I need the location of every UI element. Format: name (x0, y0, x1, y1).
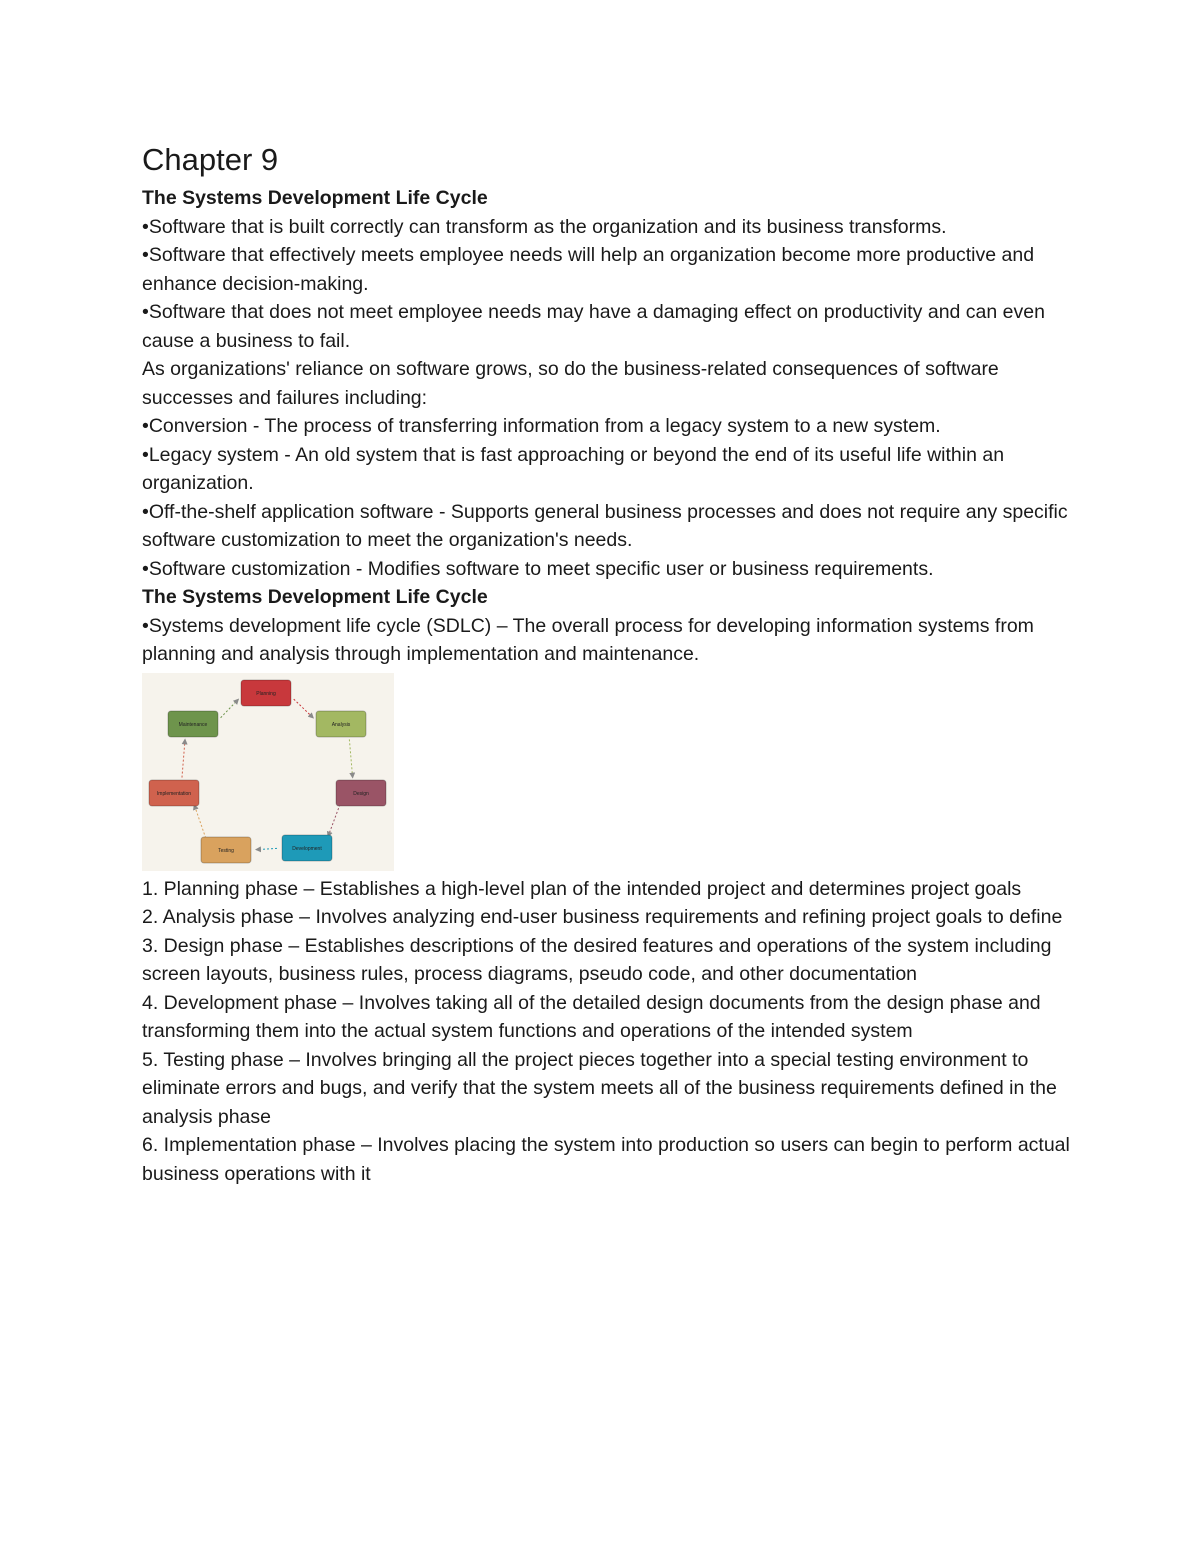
phase-box (201, 837, 251, 863)
phase-item-design: 3. Design phase – Establishes descriptions of the desired features and operations of the system including screen layouts, business rules, process diagrams, pseudo code, and other documentation (142, 934, 1052, 985)
section-heading: The Systems Development Life Cycle (142, 187, 488, 209)
phase-item-analysis: 2. Analysis phase – Involves analyzing end-user business requirements and refining project goals to define (142, 906, 1063, 928)
bullet-paragraph: •Legacy system - An old system that is fast approaching or beyond the end of its useful life within an organization. (142, 443, 1005, 494)
phase-box-label: Design (353, 790, 369, 797)
cycle-arrow (256, 848, 277, 849)
phase-box-label: Development (292, 845, 322, 852)
section-heading: The Systems Development Life Cycle (142, 586, 488, 608)
sdlc-cycle-diagram (142, 673, 394, 871)
bullet-paragraph: •Off-the-shelf application software - Supports general business processes and does not require any specific software customization to meet the organization's needs. (142, 500, 1068, 551)
document-page (142, 140, 1072, 1188)
phase-item-development: 4. Development phase – Involves taking all of the detailed design documents from the design phase and transforming them into the actual system functions and operations of the intended system (142, 991, 1041, 1042)
bullet-paragraph: •Software that effectively meets employee needs will help an organization become more productive and enhance decision-making. (142, 244, 1035, 295)
phase-box-label: Implementation (156, 790, 192, 797)
phase-box (149, 780, 199, 806)
phase-box (316, 711, 366, 737)
body-paragraph: As organizations' reliance on software grows, so do the business-related consequences of software successes and failures including: (142, 358, 999, 409)
bullet-paragraph: •Software that is built correctly can transform as the organization and its business transforms. (142, 215, 947, 238)
phase-box (241, 680, 291, 706)
chapter-title: Chapter 9 (142, 142, 279, 177)
section-sdlc (142, 583, 1072, 669)
phase-box-label: Testing (218, 847, 234, 854)
phase-box-label: Maintenance (178, 721, 208, 728)
cycle-arrow (294, 699, 314, 718)
bullet-paragraph: •Software that does not meet employee needs may have a damaging effect on productivity and can even cause a business to fail. (142, 301, 1045, 352)
phase-box-label: Analysis (331, 721, 351, 728)
phase-box-label: Planning (256, 690, 276, 697)
cycle-arrow (182, 739, 185, 777)
bullet-paragraph: •Conversion - The process of transferring information from a legacy system to a new system. (142, 415, 941, 437)
phase-box (282, 835, 332, 861)
phase-item-implementation: 6. Implementation phase – Involves placing the system into production so users can begin to perform actual business operations with it (142, 1134, 1070, 1185)
section-intro (142, 184, 1072, 583)
phase-box (336, 780, 386, 806)
phase-box (168, 711, 218, 737)
cycle-arrow (194, 804, 206, 837)
phases-list (142, 875, 1072, 1189)
bullet-paragraph: •Systems development life cycle (SDLC) – The overall process for developing information systems from planning and analysis through implementation and maintenance. (142, 614, 1034, 665)
bullet-paragraph: •Software customization - Modifies software to meet specific user or business requirements. (142, 557, 934, 580)
phase-item-planning: 1. Planning phase – Establishes a high-level plan of the intended project and determines project goals (142, 877, 1022, 900)
cycle-arrow (221, 699, 239, 717)
cycle-arrow (328, 804, 340, 836)
cycle-arrow (349, 739, 352, 777)
phase-item-testing: 5. Testing phase – Involves bringing all the project pieces together into a special testing environment to eliminate errors and bugs, and verify that the system meets all of the business requirements defined in the analysis phase (142, 1048, 1057, 1128)
